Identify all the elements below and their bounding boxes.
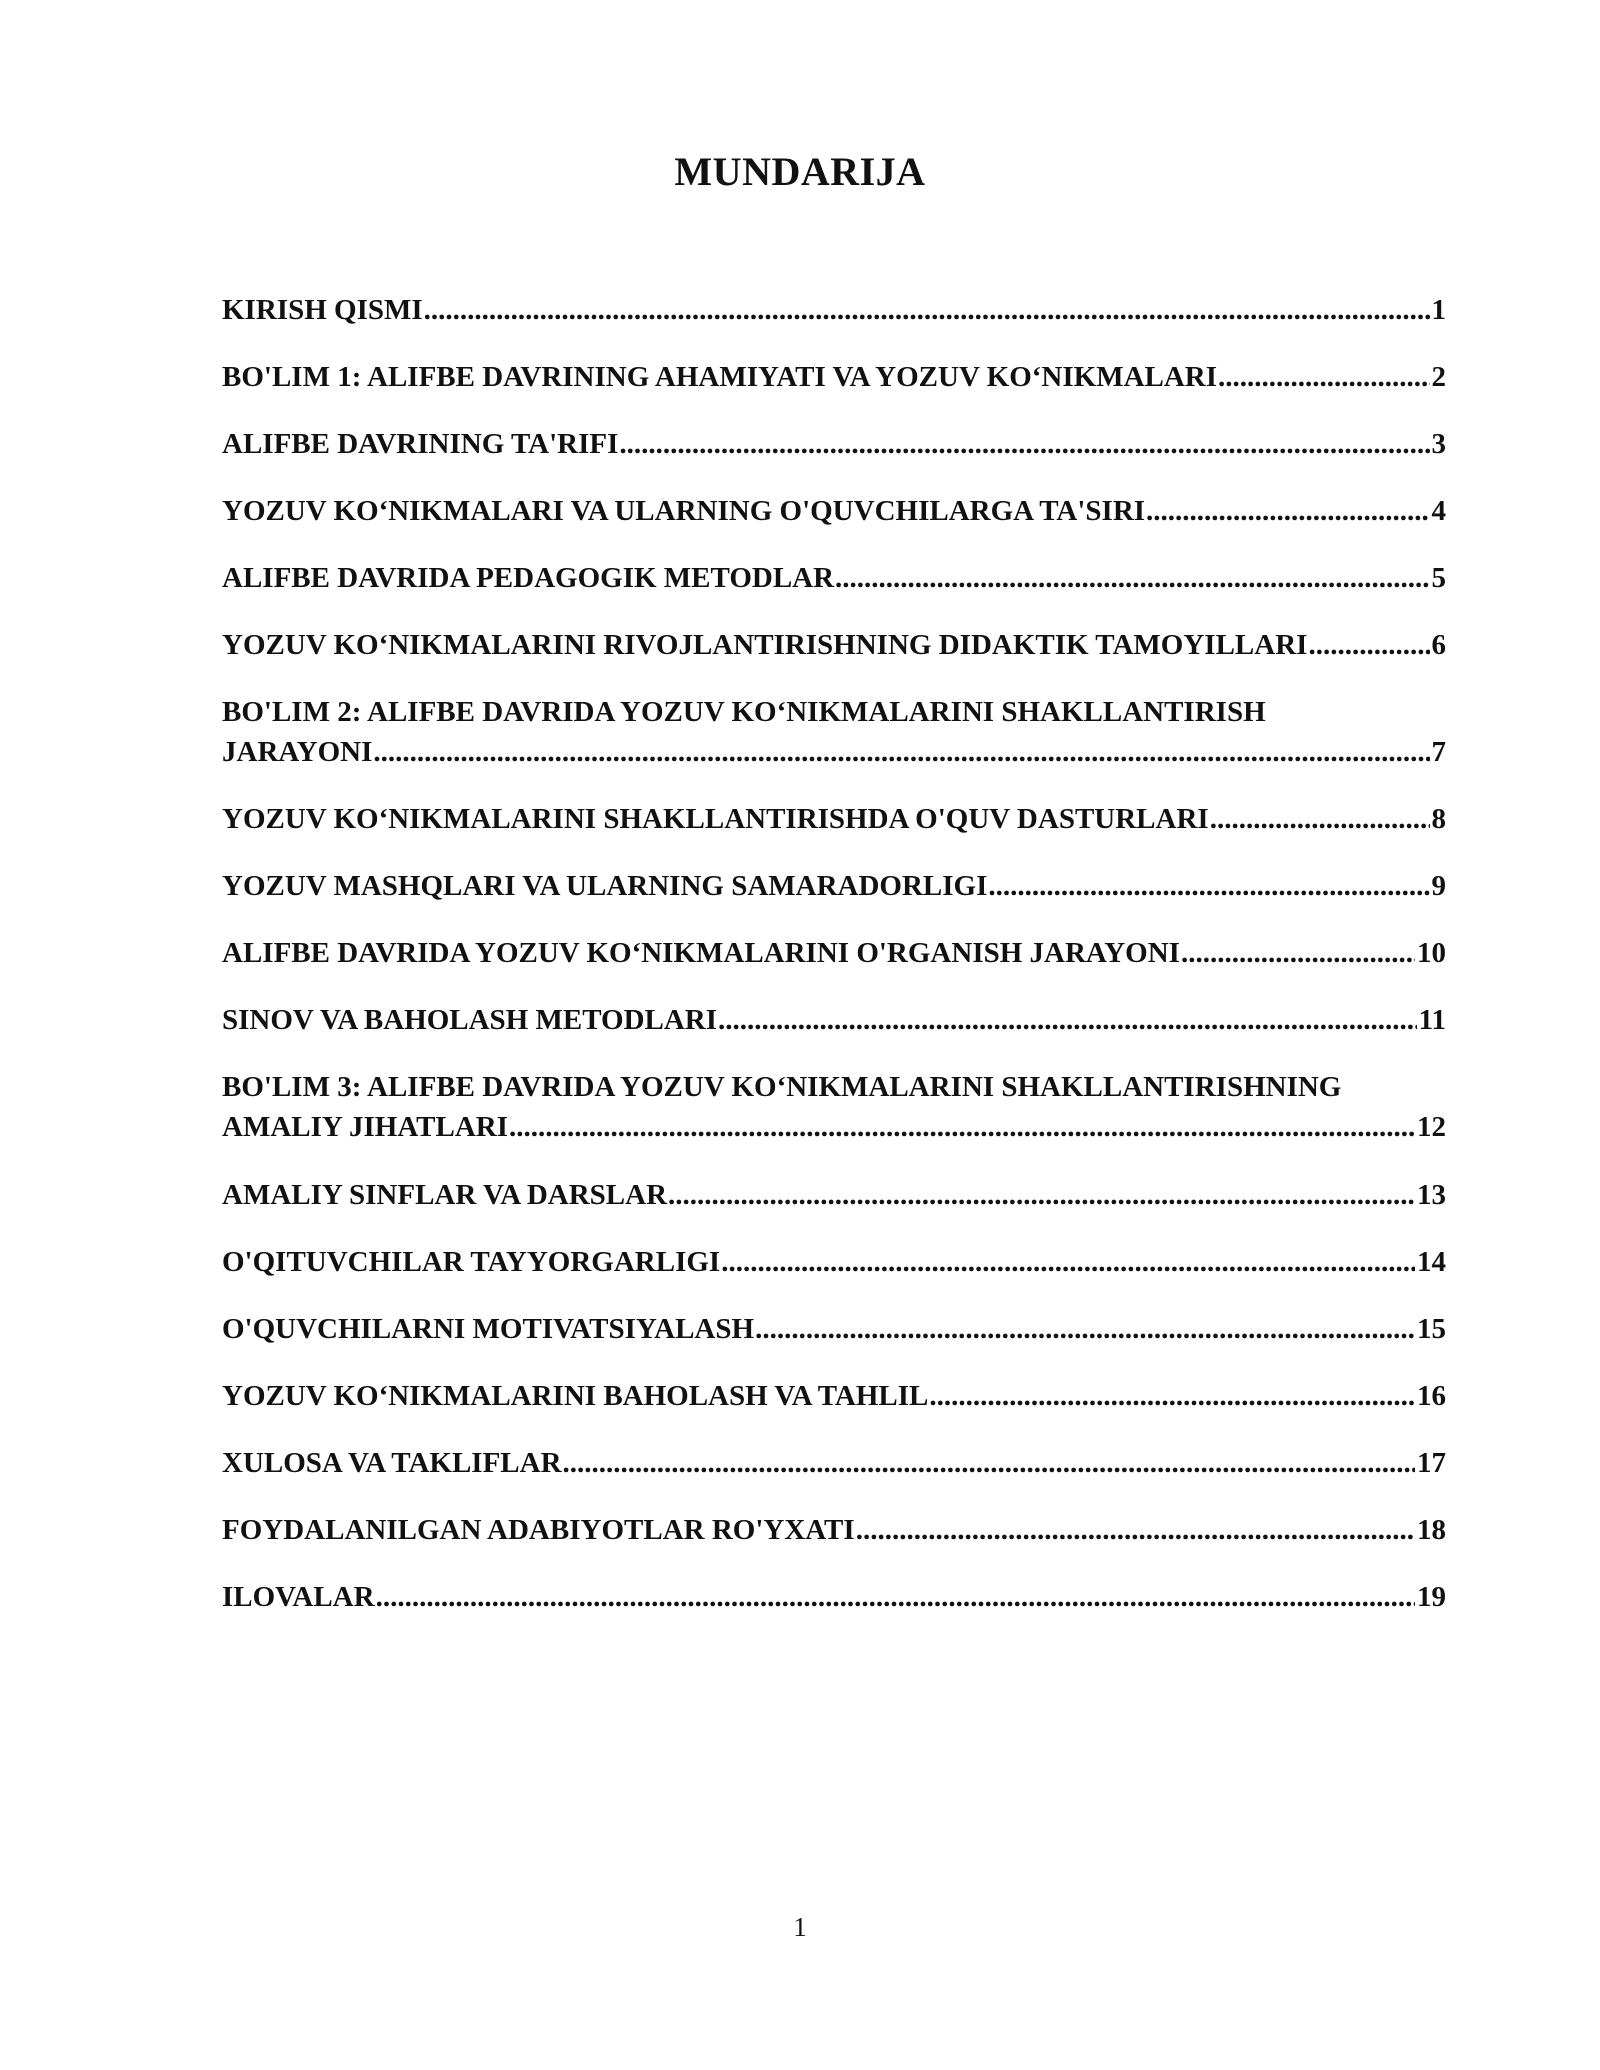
toc-entry[interactable] [222,357,1446,397]
toc-entry-title-continuation: AMALIY JIHATLARI [222,1111,508,1143]
toc-entry-page-number: 8 [1431,803,1446,835]
toc-entry-page-number: 10 [1417,937,1446,969]
toc-entry[interactable] [222,625,1446,665]
dot-leader [1308,625,1429,665]
toc-entry-page-number: 18 [1417,1514,1446,1546]
dot-leader [509,1107,1415,1147]
toc-entry-title: YOZUV KO‘NIKMALARINI RIVOJLANTIRISHNING DIDAKTIK TAMOYILLARI [222,629,1308,661]
dot-leader [376,1577,1415,1617]
toc-entry[interactable] [222,933,1446,973]
toc-entry-page-number: 17 [1417,1447,1446,1479]
toc-entry-title: BO'LIM 2: ALIFBE DAVRIDA YOZUV KO‘NIKMALARINI SHAKLLANTIRISH [222,696,1266,728]
toc-entry[interactable] [222,1067,1446,1147]
toc-entry[interactable] [222,866,1446,906]
dot-leader [373,732,1429,772]
toc-entry-title: YOZUV KO‘NIKMALARINI SHAKLLANTIRISHDA O'QUV DASTURLARI [222,803,1209,835]
toc-entry-title: AMALIY SINFLAR VA DARSLAR [222,1179,668,1211]
dot-leader [1181,933,1415,973]
toc-entry[interactable] [222,1000,1446,1040]
toc-entry[interactable] [222,558,1446,598]
toc-entry-title: YOZUV KO‘NIKMALARI VA ULARNING O'QUVCHILARGA TA'SIRI [222,495,1146,527]
toc-entry-page-number: 7 [1431,736,1446,768]
toc-entry-page-number: 4 [1431,495,1446,527]
toc-entry-title: ALIFBE DAVRIDA PEDAGOGIK METODLAR [222,562,835,594]
toc-entry-page-number: 12 [1417,1111,1446,1143]
dot-leader [619,424,1429,464]
toc-entry-page-number: 15 [1417,1313,1446,1345]
toc-entry[interactable] [222,491,1446,531]
toc-entry[interactable] [222,1510,1446,1550]
toc-entry-title: XULOSA VA TAKLIFLAR [222,1447,562,1479]
dot-leader [1210,799,1430,839]
toc-entry-page-number: 3 [1431,428,1446,460]
toc-entry-title: O'QITUVCHILAR TAYYORGARLIGI [222,1246,721,1278]
toc-entry-title-continuation: JARAYONI [222,736,373,768]
toc-entry-page-number: 9 [1431,870,1446,902]
dot-leader [929,1376,1415,1416]
dot-leader [988,866,1429,906]
dot-leader [424,290,1430,330]
dot-leader [668,1175,1415,1215]
dot-leader [1146,491,1429,531]
toc-entry-page-number: 19 [1417,1581,1446,1613]
dot-leader [1218,357,1429,397]
toc-entry-page-number: 5 [1431,562,1446,594]
toc-entry-page-number: 14 [1417,1246,1446,1278]
toc-entry[interactable] [222,799,1446,839]
dot-leader [563,1443,1415,1483]
toc-entry-title: ILOVALAR [222,1581,375,1613]
toc-entry-page-number: 11 [1418,1004,1446,1036]
toc-entry-page-number: 6 [1431,629,1446,661]
dot-leader [856,1510,1415,1550]
toc-entry-title: ALIFBE DAVRIDA YOZUV KO‘NIKMALARINI O'RGANISH JARAYONI [222,937,1180,969]
toc-entry[interactable] [222,1242,1446,1282]
toc-entry[interactable] [222,1443,1446,1483]
toc-entry-title: FOYDALANILGAN ADABIYOTLAR RO'YXATI [222,1514,855,1546]
toc-entry[interactable] [222,1309,1446,1349]
toc-entry-page-number: 2 [1431,361,1446,393]
toc-entry-page-number: 1 [1431,294,1446,326]
toc-entry-title: KIRISH QISMI [222,294,423,326]
dot-leader [718,1000,1417,1040]
toc-entry-title: BO'LIM 3: ALIFBE DAVRIDA YOZUV KO‘NIKMALARINI SHAKLLANTIRISHNING [222,1071,1342,1103]
toc-entry-page-number: 16 [1417,1380,1446,1412]
dot-leader [721,1242,1415,1282]
toc-entry[interactable] [222,424,1446,464]
toc-entry[interactable] [222,1175,1446,1215]
toc-entry-title: YOZUV KO‘NIKMALARINI BAHOLASH VA TAHLIL [222,1380,929,1412]
toc-entry[interactable] [222,692,1446,772]
toc-entry[interactable] [222,1376,1446,1416]
toc-entry-page-number: 13 [1417,1179,1446,1211]
page-title: MUNDARIJA [674,149,926,194]
footer-page-number: 1 [793,1912,807,1942]
toc-entry-title: ALIFBE DAVRINING TA'RIFI [222,428,619,460]
dot-leader [835,558,1429,598]
dot-leader [755,1309,1415,1349]
toc-entry-title: O'QUVCHILARNI MOTIVATSIYALASH [222,1313,755,1345]
toc-entry[interactable] [222,290,1446,330]
toc-entry-title: BO'LIM 1: ALIFBE DAVRINING AHAMIYATI VA YOZUV KO‘NIKMALARI [222,361,1218,393]
toc-entry-title: YOZUV MASHQLARI VA ULARNING SAMARADORLIGI [222,870,988,902]
toc-entry-title: SINOV VA BAHOLASH METODLARI [222,1004,718,1036]
toc-entry[interactable] [222,1577,1446,1617]
